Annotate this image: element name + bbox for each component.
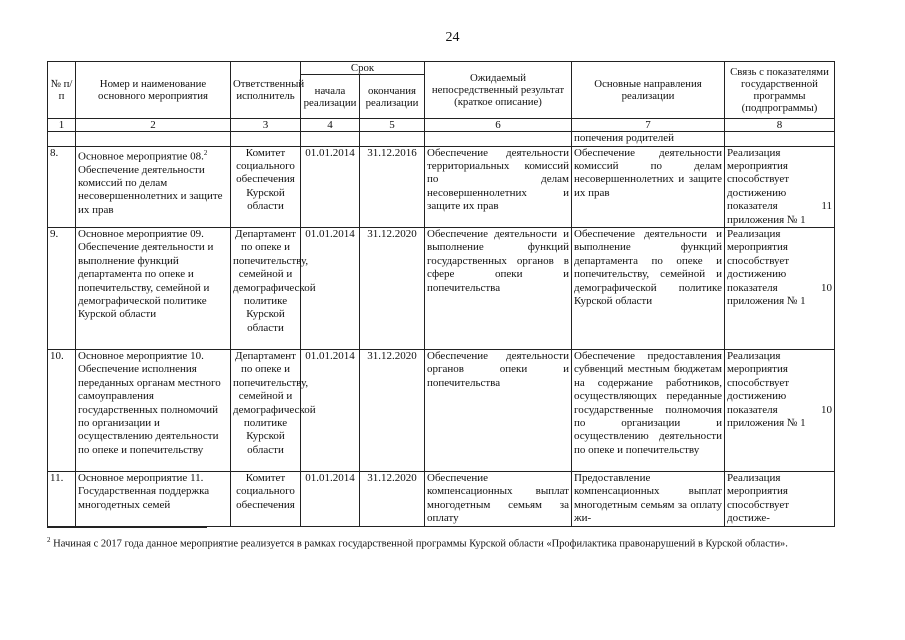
- row-result: Обеспечение деятельности территориальных комиссий по делам несовершеннолетних и защите их прав: [425, 146, 572, 227]
- row-result: Обеспечение компенсационных выплат многодетным семьям за оплату: [425, 472, 572, 527]
- col-number: 8: [725, 119, 835, 132]
- row-responsible: Департамент по опеке и попечительству, семейной и демографической политике Курской области: [231, 350, 301, 472]
- row-responsible: Комитет социального обеспечения: [231, 472, 301, 527]
- header-responsible: Ответственный исполнитель: [231, 62, 301, 119]
- row-responsible: Департамент по опеке и попечительству, семейной и демографической политике Курской области: [231, 228, 301, 350]
- row-name-title: Основное мероприятие 08.: [78, 150, 204, 163]
- row-num: 11.: [48, 472, 76, 527]
- row-directions: Обеспечение деятельности и выполнение функций департамента по опеке и попечительству, семейной и демографической политике Курской области: [572, 228, 725, 350]
- row-name: [76, 472, 231, 527]
- header-term: Срок: [301, 62, 425, 75]
- header-link: Связь с показателями государственной программы (подпрограммы): [725, 62, 835, 119]
- row-start: 01.01.2014: [301, 146, 360, 227]
- row-start: 01.01.2014: [301, 350, 360, 472]
- row-end: 31.12.2016: [360, 146, 425, 227]
- row-name: [76, 228, 231, 350]
- footnote-ref: 2: [203, 148, 208, 157]
- header-num: № п/п: [48, 62, 76, 119]
- row-name: [76, 146, 231, 227]
- table-row: [48, 350, 835, 472]
- continuation-row: [48, 132, 835, 146]
- row-link: Реализация мероприятия способствует достижению показателя 10 приложения № 1: [725, 228, 835, 350]
- row-name-rest: Обеспечение деятельности комиссий по делам несовершеннолетних и защите их прав: [78, 163, 223, 216]
- header-start: начала реализации: [301, 75, 360, 119]
- header-name: Номер и наименование основного мероприятия: [76, 62, 231, 119]
- column-number-row: [48, 119, 835, 132]
- row-name-title: Основное мероприятие 10.: [78, 350, 204, 363]
- row-link: Реализация мероприятия способствует достижению показателя 10 приложения № 1: [725, 350, 835, 472]
- table-row: [48, 228, 835, 350]
- page-number: 24: [445, 30, 460, 45]
- footnote: [47, 533, 837, 552]
- row-name-rest: Государственная поддержка многодетных семей: [78, 485, 210, 511]
- footnote-separator: [47, 527, 207, 528]
- row-link: Реализация мероприятия способствует достижению показателя 11 приложения № 1: [725, 146, 835, 227]
- row-responsible: Комитет социального обеспечения Курской области: [231, 146, 301, 227]
- col-number: 7: [572, 119, 725, 132]
- row-start: 01.01.2014: [301, 228, 360, 350]
- table-row: [48, 146, 835, 227]
- col-number: 1: [48, 119, 76, 132]
- row-name-title: Основное мероприятие 11.: [78, 472, 204, 485]
- row-result: Обеспечение деятельности органов опеки и попечительства: [425, 350, 572, 472]
- row-num: 8.: [48, 146, 76, 227]
- col-number: 4: [301, 119, 360, 132]
- continuation-text: попечения родителей: [572, 132, 725, 146]
- row-num: 9.: [48, 228, 76, 350]
- row-result: Обеспечение деятельности и выполнение функций государственных органов в сфере опеки и попечительства: [425, 228, 572, 350]
- table-row: [48, 472, 835, 527]
- row-num: 10.: [48, 350, 76, 472]
- row-link: Реализация мероприятия способствует достиже-: [725, 472, 835, 527]
- row-end: 31.12.2020: [360, 350, 425, 472]
- col-number: 2: [76, 119, 231, 132]
- row-name-rest: Обеспечение исполнения переданных органам местного самоуправления государственных полномочий по организации и осуществлению деятельности по опеке и попечительству: [78, 363, 221, 456]
- row-end: 31.12.2020: [360, 228, 425, 350]
- row-name: [76, 350, 231, 472]
- footnote-mark: 2: [47, 536, 51, 544]
- row-name-rest: Обеспечение деятельности и выполнение функций департамента по опеке и попечительству, семейной и демографической политике Курской области: [78, 241, 214, 321]
- header-result: Ожидаемый непосредственный результат (краткое описание): [425, 62, 572, 119]
- col-number: 3: [231, 119, 301, 132]
- row-directions: Обеспечение предоставления субвенций местным бюджетам на содержание работников, осуществляющих переданные государственные полномочия по организации и осуществлению деятельности по опеке и попечительству: [572, 350, 725, 472]
- row-directions: Предоставление компенсационных выплат многодетным семьям за оплату жи-: [572, 472, 725, 527]
- measures-table: [47, 61, 835, 527]
- col-number: 6: [425, 119, 572, 132]
- row-name-title: Основное мероприятие 09.: [78, 228, 204, 241]
- col-number: 5: [360, 119, 425, 132]
- row-start: 01.01.2014: [301, 472, 360, 527]
- footnote-text: Начиная с 2017 года данное мероприятие реализуется в рамках государственной программы Курской области «Профилактика правонарушений в Курской области».: [53, 538, 788, 550]
- row-directions: Обеспечение деятельности комиссий по делам несовершеннолетних и защите их прав: [572, 146, 725, 227]
- row-end: 31.12.2020: [360, 472, 425, 527]
- header-directions: Основные направления реализации: [572, 62, 725, 119]
- header-end: окончания реализации: [360, 75, 425, 119]
